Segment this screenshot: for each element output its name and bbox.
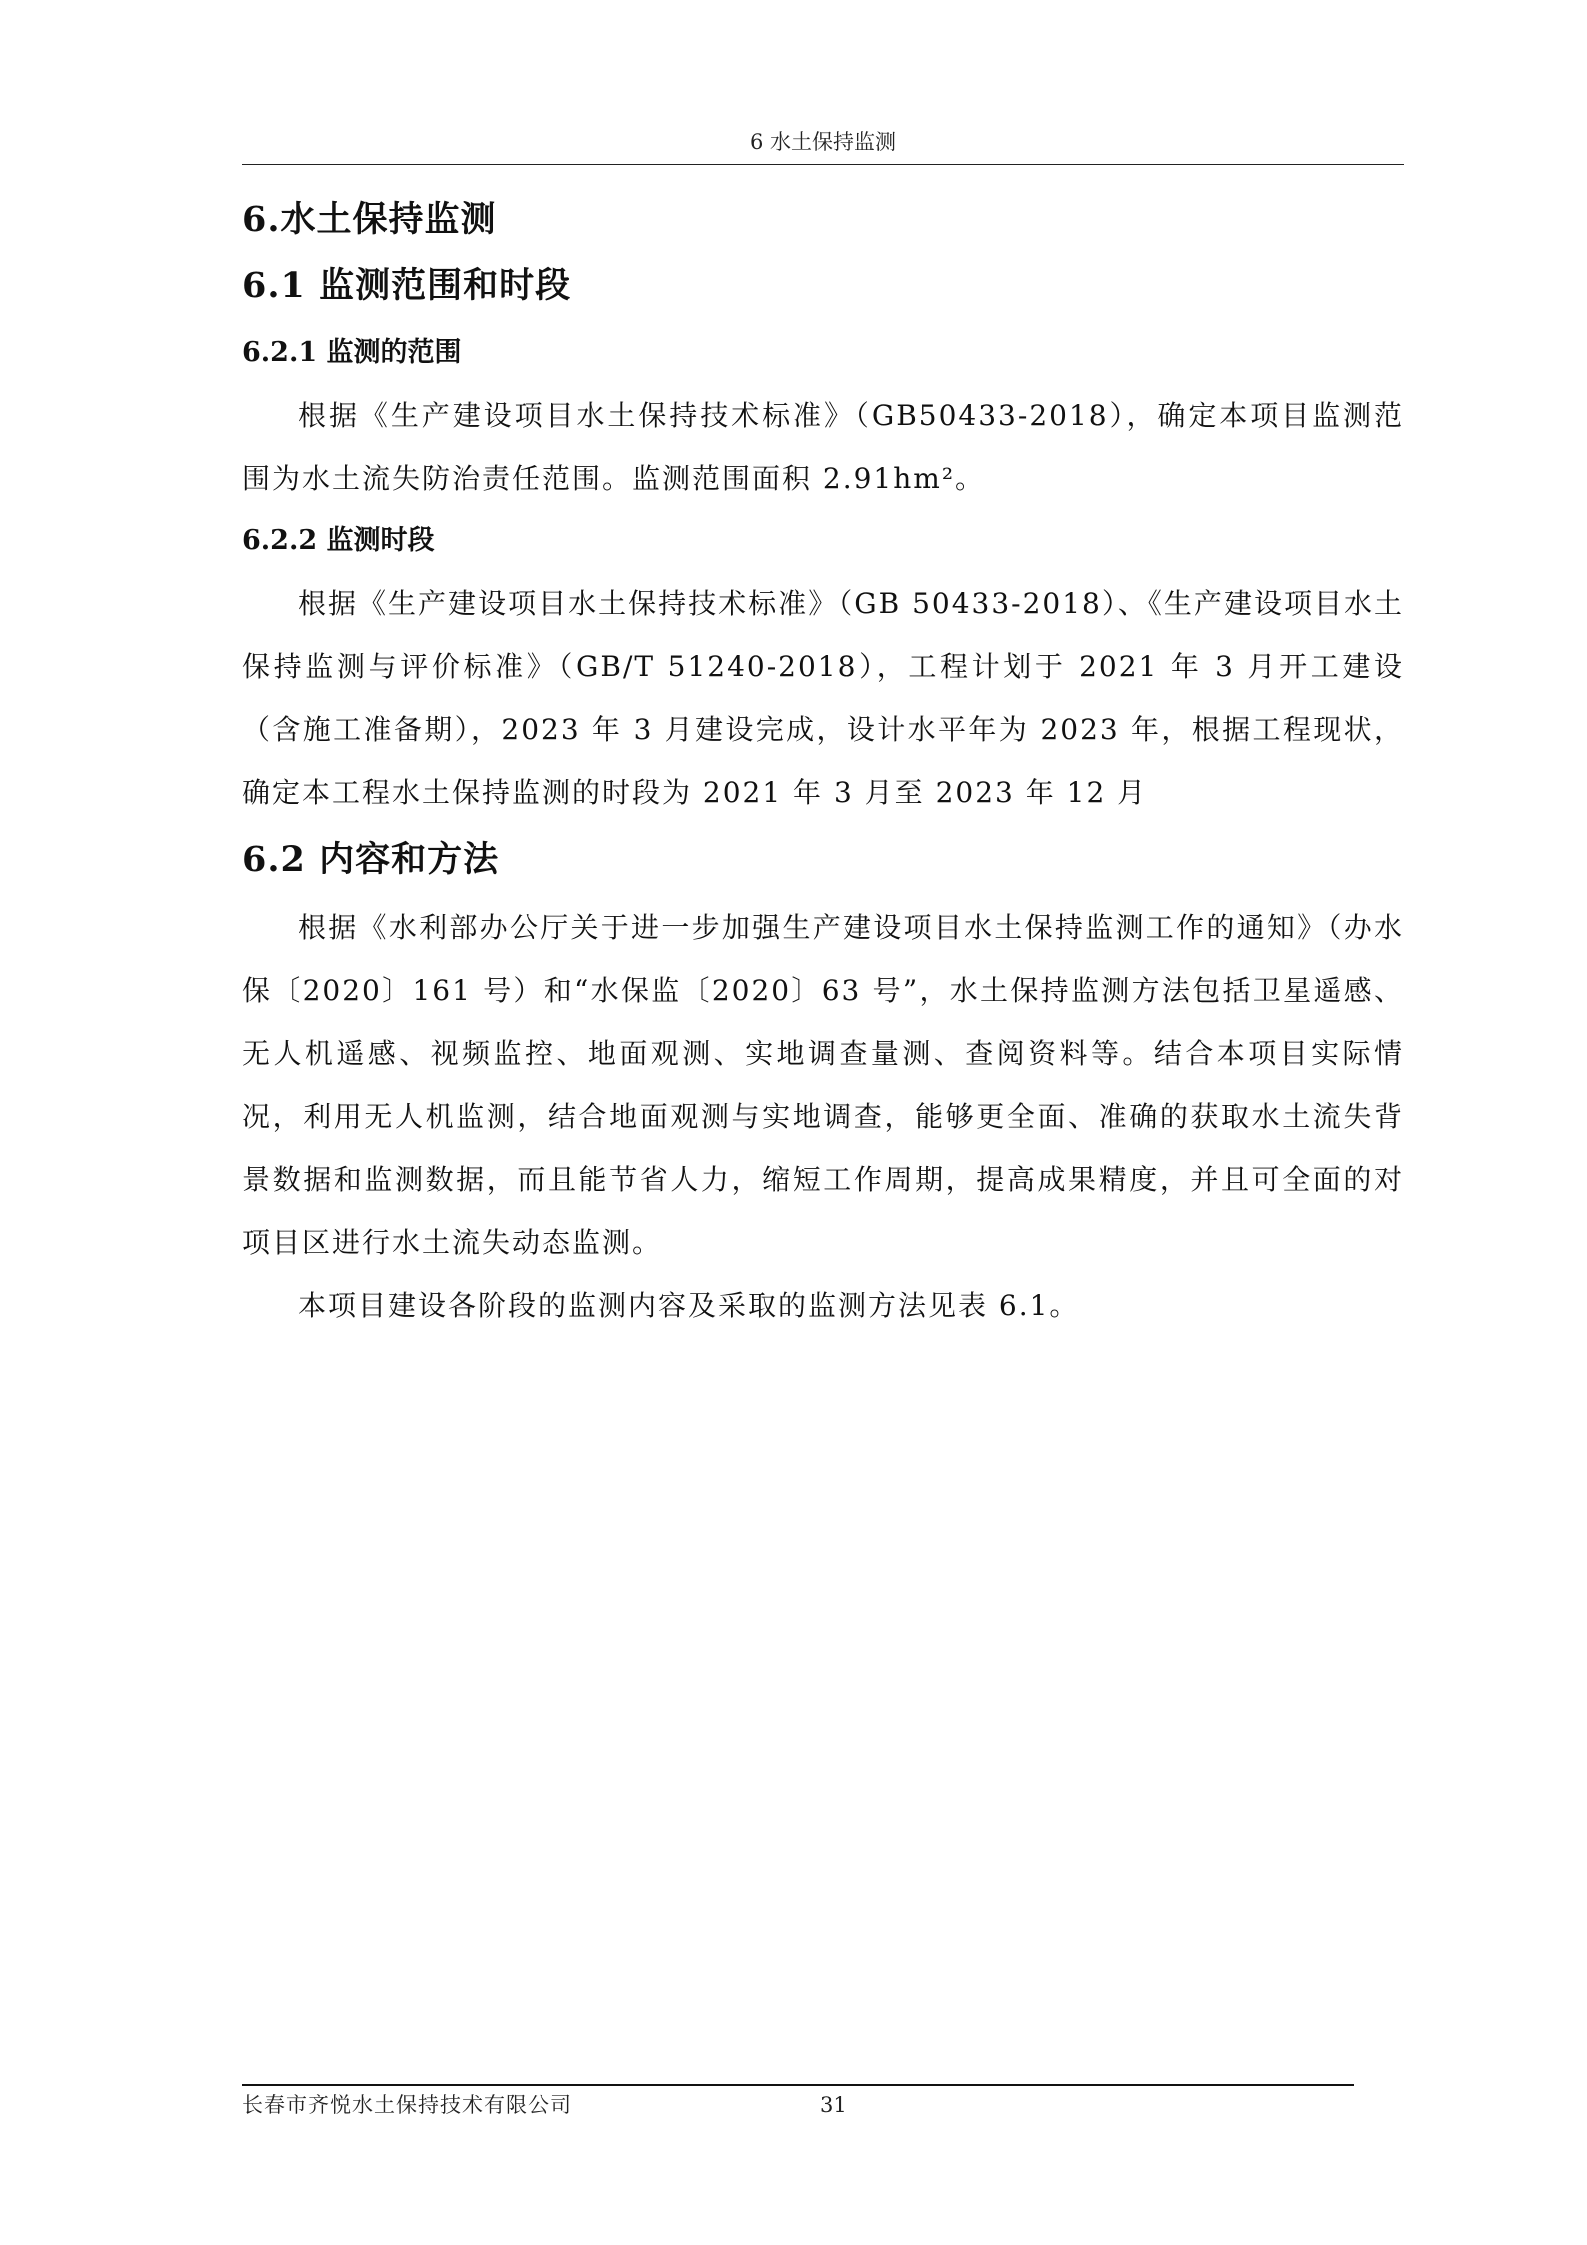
header-divider [242, 164, 1404, 165]
page-body [242, 190, 1404, 1337]
section-6-2-title: 6.2 内容和方法 [242, 839, 500, 880]
section-6-1-title: 6.1 监测范围和时段 [242, 265, 572, 306]
methods-paragraph: 根据《水利部办公厅关于进一步加强生产建设项目水土保持监测工作的通知》（办水保〔2020〕161 号）和“水保监〔2020〕63 号”，水土保持监测方法包括卫星遥感、无人机遥感、视频监控、地面观测、实地调查量测、查阅资料等。结合本项目实际情况，利用无人机监测，结合地面观测与实地调查，能够更全面、准确的获取水土流失背景数据和监测数据，而且能节省人力，缩短工作周期，提高成果精度，并且可全面的对项目区进行水土流失动态监测。 [242, 911, 1404, 1259]
monitoring-period-paragraph: 根据《生产建设项目水土保持技术标准》（GB 50433-2018）、《生产建设项目水土保持监测与评价标准》（GB/T 51240-2018），工程计划于 2021 年 3 月开工建设（含施工准备期），2023 年 3 月建设完成，设计水平年为 2023 年，根据工程现状，确定本工程水土保持监测的时段为 2021 年 3 月至 2023 年 12 月 [242, 587, 1404, 809]
running-header: 6 水土保持监测 [749, 130, 897, 154]
section-6-2-1-title: 6.2.1 监测的范围 [242, 337, 462, 368]
chapter-title: 6.水土保持监测 [242, 199, 497, 240]
table-reference-paragraph: 本项目建设各阶段的监测内容及采取的监测方法见表 6.1。 [298, 1289, 1080, 1322]
monitoring-scope-paragraph: 根据《生产建设项目水土保持技术标准》（GB50433-2018），确定本项目监测范围为水土流失防治责任范围。监测范围面积 2.91hm²。 [242, 399, 1404, 495]
page-number: 31 [820, 2093, 847, 2117]
section-6-2-2-title: 6.2.2 监测时段 [242, 525, 435, 556]
footer-company-name: 长春市齐悦水土保持技术有限公司 [242, 2093, 572, 2117]
footer-divider [242, 2084, 1354, 2086]
